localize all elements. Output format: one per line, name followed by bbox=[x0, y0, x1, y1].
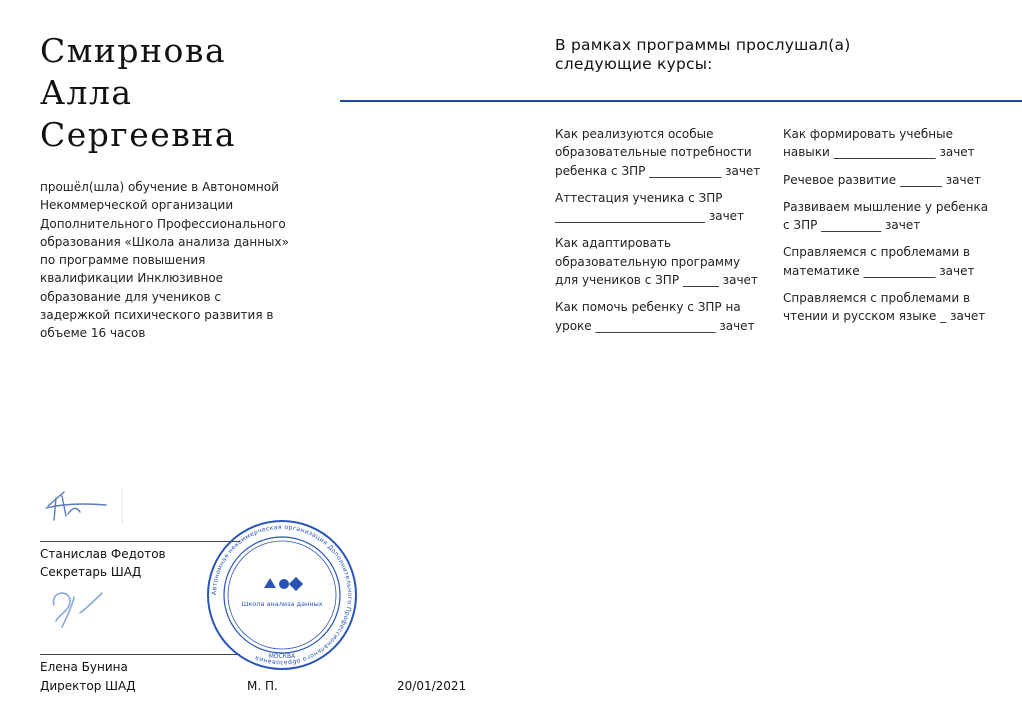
course-title: Справляемся с проблемами в математике bbox=[783, 245, 971, 278]
courses-column-left bbox=[555, 125, 765, 344]
course-blank-line: _ bbox=[940, 309, 947, 324]
signatory-2-role: Директор ШАД bbox=[40, 679, 136, 693]
course-item bbox=[783, 289, 993, 326]
courses-heading bbox=[555, 36, 850, 74]
course-blank-line: ____________ bbox=[649, 163, 722, 178]
course-item bbox=[783, 243, 993, 280]
course-blank-line: ____________________ bbox=[595, 318, 716, 333]
course-title: Аттестация ученика с ЗПР bbox=[555, 190, 723, 205]
course-title: Как адаптировать образовательную программу для учеников с ЗПР bbox=[555, 236, 741, 288]
courses-heading-line-2: следующие курсы: bbox=[555, 55, 713, 73]
course-item bbox=[783, 171, 993, 189]
course-item bbox=[555, 234, 765, 289]
course-status: зачет bbox=[722, 273, 758, 288]
signatory-1-role: Секретарь ШАД bbox=[40, 565, 142, 579]
school-logo-icon bbox=[264, 577, 303, 591]
signature-2-image bbox=[40, 585, 110, 633]
course-blank-line: ______ bbox=[682, 273, 719, 288]
courses-heading-line-1: В рамках программы прослушал(а) bbox=[555, 36, 851, 54]
course-blank-line: __________ bbox=[821, 218, 882, 233]
heading-divider bbox=[340, 100, 1022, 102]
recipient-name bbox=[40, 30, 236, 156]
course-status: зачет bbox=[708, 209, 745, 224]
official-stamp bbox=[202, 520, 362, 670]
signatory-2-name: Елена Бунина bbox=[40, 660, 128, 674]
course-title: Как помочь ребенку с ЗПР на уроке bbox=[555, 300, 741, 333]
name-line-first: Алла bbox=[40, 73, 133, 112]
name-line-surname: Смирнова bbox=[40, 31, 227, 70]
course-blank-line: _________________ bbox=[833, 145, 936, 160]
course-status: зачет bbox=[939, 145, 975, 160]
course-status: зачет bbox=[950, 309, 986, 324]
course-item bbox=[555, 298, 765, 335]
course-title: Справляемся с проблемами в чтении и русском языке bbox=[783, 291, 971, 324]
course-status: зачет bbox=[945, 172, 981, 187]
course-item bbox=[555, 189, 765, 226]
stamp-outer-text: Автономная некоммерческая организация Дополнительного Профессионального образования bbox=[210, 523, 354, 667]
course-blank-line: _______ bbox=[899, 172, 942, 187]
stamp-city-text: МОСКВА bbox=[268, 653, 296, 660]
course-item bbox=[783, 125, 993, 162]
stamp-center-text: Школа анализа данных bbox=[241, 600, 323, 608]
course-status: зачет bbox=[885, 218, 921, 233]
course-item bbox=[783, 198, 993, 235]
course-status: зачет bbox=[939, 263, 975, 278]
completion-description: прошёл(шла) обучение в Автономной Некоммерческой организации Дополнительного Профессионального образования «Школа анализа данных» по программе повышения квалификации Инклюзивное образование для учеников с задержкой психического развития в объеме 16 часов bbox=[40, 180, 289, 341]
svg-text:Автономная некоммерческая орга bbox=[211, 524, 353, 666]
course-item bbox=[555, 125, 765, 180]
course-title: Как формировать учебные навыки bbox=[783, 127, 953, 160]
course-status: зачет bbox=[725, 163, 761, 178]
signatory-1-name: Станислав Федотов bbox=[40, 547, 166, 561]
course-blank-line: _________________________ bbox=[555, 209, 705, 224]
course-status: зачет bbox=[719, 318, 755, 333]
issue-date: 20/01/2021 bbox=[397, 679, 467, 693]
stamp-label: М. П. bbox=[247, 679, 278, 693]
course-title: Речевое развитие bbox=[783, 172, 897, 187]
signature-1-image bbox=[42, 488, 128, 528]
courses-column-right bbox=[783, 125, 993, 335]
name-line-patronymic: Сергеевна bbox=[40, 115, 236, 154]
course-blank-line: ____________ bbox=[863, 263, 936, 278]
course-title: Развиваем мышление у ребенка с ЗПР bbox=[783, 199, 989, 233]
course-title: Как реализуются особые образовательные потребности ребенка с ЗПР bbox=[555, 127, 752, 178]
